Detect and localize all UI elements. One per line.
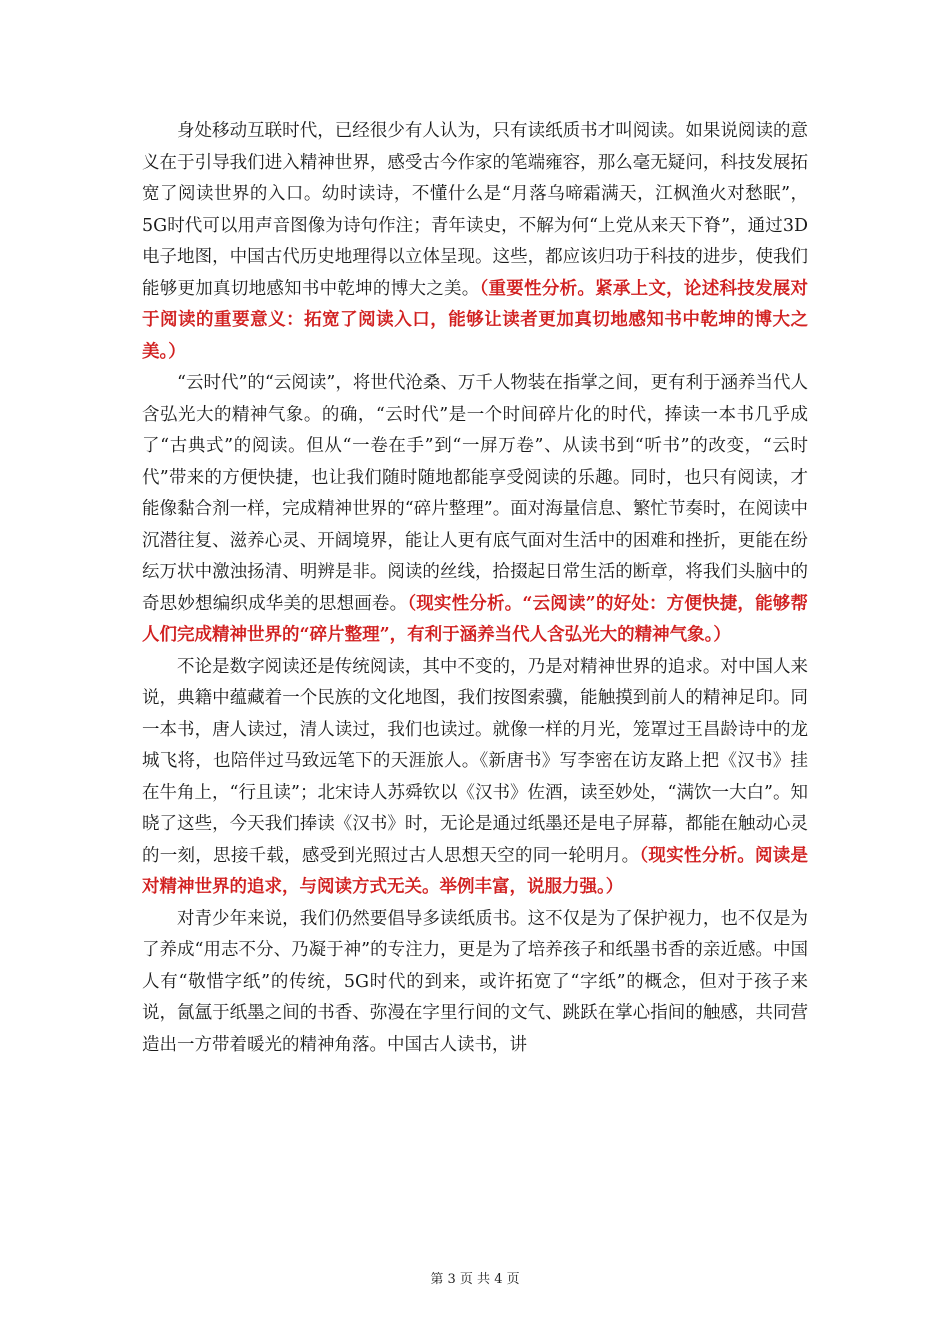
annotation-note: （现实性分析。阅读是对精神世界的追求，与阅读方式无关。举例丰富，说服力强。） — [142, 845, 809, 897]
article-body — [142, 116, 808, 1061]
paragraph-text: 身处移动互联时代，已经很少有人认为，只有读纸质书才叫阅读。如果说阅读的意义在于引导我们进入精神世界，感受古今作家的笔端雍容，那么毫无疑问，科技发展拓宽了阅读世界的入口。幼时读诗，不懂什么是“月落乌啼霜满天，江枫渔火对愁眠”，5G时代可以用声音图像为诗句作注；青年读史，不解为何“上党从来天下脊”，通过3D电子地图，中国古代历史地理得以立体呈现。这些，都应该归功于科技的进步，使我们能够更加真切地感知书中乾坤的博大之美。 — [142, 121, 808, 299]
paragraph-text: “云时代”的“云阅读”，将世代沧桑、万千人物装在指掌之间，更有利于涵养当代人含弘光大的精神气象。的确，“云时代”是一个时间碎片化的时代，捧读一本书几乎成了“古典式”的阅读。但从“一卷在手”到“一屏万卷”、从读书到“听书”的改变，“云时代”带来的方便快捷，也让我们随时随地都能享受阅读的乐趣。同时，也只有阅读，才能像黏合剂一样，完成精神世界的“碎片整理”。面对海量信息、繁忙节奏时，在阅读中沉潜往复、滋养心灵、开阔境界，能让人更有底气面对生活中的困难和挫折，更能在纷纭万状中激浊扬清、明辨是非。阅读的丝线，拾掇起日常生活的断章，将我们头脑中的奇思妙想编织成华美的思想画卷。 — [142, 373, 808, 614]
annotation-note: （重要性分析。紧承上文，论述科技发展对于阅读的重要意义：拓宽了阅读入口，能够让读者更加真切地感知书中乾坤的博大之美。） — [142, 278, 809, 362]
paragraph-text: 不论是数字阅读还是传统阅读，其中不变的，乃是对精神世界的追求。对中国人来说，典籍中蕴藏着一个民族的文化地图，我们按图索骥，能触摸到前人的精神足印。同一本书，唐人读过，清人读过，我们也读过。就像一样的月光，笼罩过王昌龄诗中的龙城飞将，也陪伴过马致远笔下的天涯旅人。《新唐书》写李密在访友路上把《汉书》挂在牛角上，“行且读”；北宋诗人苏舜钦以《汉书》佐酒，读至妙处，“满饮一大白”。知晓了这些，今天我们捧读《汉书》时，无论是通过纸墨还是电子屏幕，都能在触动心灵的一刻，思接千载，感受到光照过古人思想天空的同一轮明月。 — [142, 656, 808, 866]
paragraph-text: 对青少年来说，我们仍然要倡导多读纸质书。这不仅是为了保护视力，也不仅是为了养成“用志不分、乃凝于神”的专注力，更是为了培养孩子和纸墨书香的亲近感。中国人有“敬惜字纸”的传统，5G时代的到来，或许拓宽了“字纸”的概念，但对于孩子来说，氤氲于纸墨之间的书香、弥漫在字里行间的文气、跳跃在掌心指间的触感，共同营造出一方带着暖光的精神角落。中国古人读书，讲 — [142, 908, 808, 1055]
annotation-note: （现实性分析。“云阅读”的好处：方便快捷，能够帮人们完成精神世界的“碎片整理”，有利于涵养当代人含弘光大的精神气象。） — [142, 593, 808, 645]
paragraph-4 — [142, 904, 808, 1062]
paragraph-3 — [142, 652, 808, 904]
page-number-footer: 第 3 页 共 4 页 — [430, 1272, 520, 1287]
paragraph-2 — [142, 368, 808, 652]
paragraph-1 — [142, 116, 808, 368]
